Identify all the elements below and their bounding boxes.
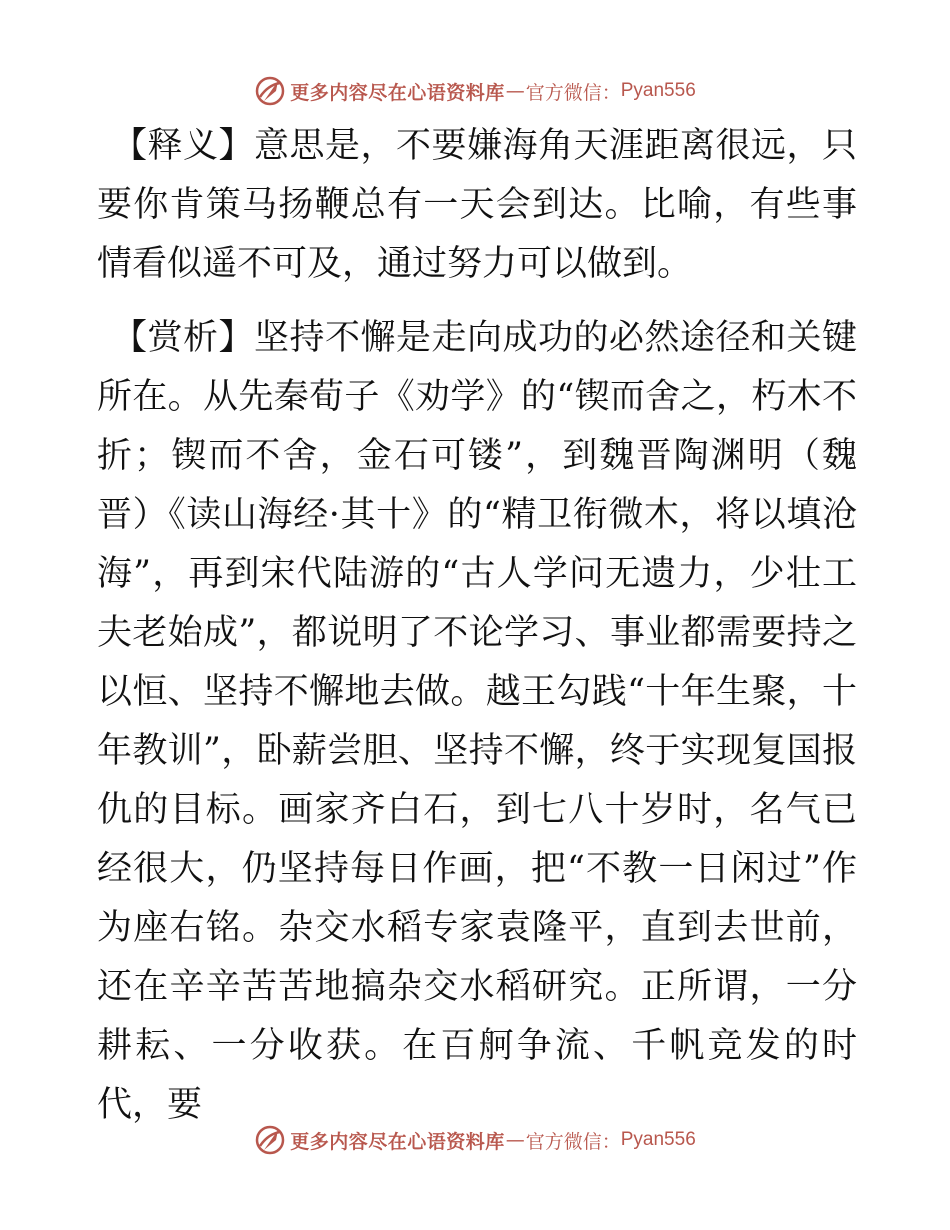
header-brand-text: 更多内容尽在心语资料库 xyxy=(290,81,505,104)
paragraph-appreciation xyxy=(97,309,857,1135)
paragraph-text-appreciation: 坚持不懈是走向成功的必然途径和关键所在。从先秦荀子《劝学》的“锲而舍之，朽木不折；锲而不舍，金石可镂”，到魏晋陶渊明（魏晋）《读山海经·其十》的“精卫衔微木，将以填沧海”，再到宋代陆游的“古人学问无遗力，少壮工夫老始成”，都说明了不论学习、事业都需要持之以恒、坚持不懈地去做。越王勾践“十年生聚，十年教训”，卧薪尝胆、坚持不懈，终于实现复国报仇的目标。画家齐白石，到七八十岁时，名气已经很大，仍坚持每日作画，把“不教一日闲过”作为座右铭。杂交水稻专家袁隆平，直到去世前，还在辛辛苦苦地搞杂交水稻研究。正所谓，一分耕耘、一分收获。在百舸争流、千帆竞发的时代，要 xyxy=(97,318,857,1125)
footer-banner xyxy=(0,1120,950,1160)
brand-logo-icon xyxy=(254,75,286,107)
footer-separator: — xyxy=(505,1129,525,1151)
document-body xyxy=(97,117,857,1135)
header-separator: — xyxy=(505,80,525,102)
paragraph-text-meaning: 意思是，不要嫌海角天涯距离很远，只要你肯策马扬鞭总有一天会到达。比喻，有些事情看似遥不可及，通过努力可以做到。 xyxy=(97,126,857,284)
paragraph-lead-meaning: 【释义】 xyxy=(112,126,254,166)
brand-logo-icon xyxy=(254,1124,286,1156)
header-banner xyxy=(0,71,950,111)
header-wechat-id: Pyan556 xyxy=(620,80,696,101)
paragraph-lead-appreciation: 【赏析】 xyxy=(112,318,254,358)
footer-brand-text: 更多内容尽在心语资料库 xyxy=(290,1130,505,1153)
header-wechat-label: 官方微信： xyxy=(525,81,621,104)
footer-wechat-id: Pyan556 xyxy=(620,1129,696,1150)
paragraph-meaning xyxy=(97,117,857,294)
footer-wechat-label: 官方微信： xyxy=(525,1130,621,1153)
